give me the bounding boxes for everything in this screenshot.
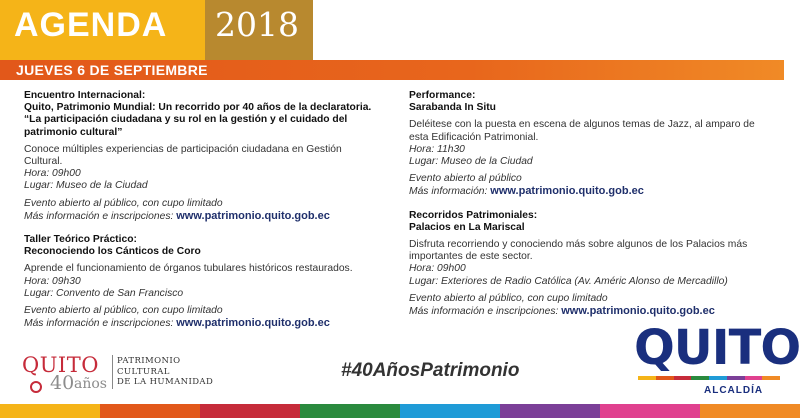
event-info <box>24 317 374 330</box>
color-strip-segment <box>600 404 700 418</box>
patrimonio-line: DE LA HUMANIDAD <box>117 377 214 387</box>
event-place: Lugar: Museo de la Ciudad <box>24 180 148 192</box>
event-description: Conoce múltiples experiencias de participación ciudadana en Gestión Cultural. <box>24 143 342 168</box>
color-strip-segment <box>0 404 100 418</box>
event-access: Evento abierto al público <box>409 173 522 185</box>
left-column <box>24 90 374 341</box>
event-block <box>24 234 374 330</box>
quito40-number: 40 <box>50 372 75 394</box>
event-block <box>409 90 769 199</box>
event-place: Lugar: Museo de la Ciudad <box>409 156 533 168</box>
event-description: Aprende el funcionamiento de órganos tubulares históricos restaurados. <box>24 263 353 275</box>
sun-icon <box>30 381 42 393</box>
event-link[interactable]: www.patrimonio.quito.gob.ec <box>561 305 715 318</box>
header-title: AGENDA <box>14 6 168 44</box>
event-info-label: Más información e inscripciones: <box>24 318 174 330</box>
event-time: Hora: 09h00 <box>24 168 81 180</box>
event-description: Deléitese con la puesta en escena de algunos temas de Jazz, al amparo de esta Edificación Patrimonial. <box>409 119 755 143</box>
logo-stripe-segment <box>691 376 709 380</box>
event-heading: Performance: Sarabanda In Situ <box>409 90 496 114</box>
logo-stripe-segment <box>727 376 745 380</box>
bottom-color-strip <box>0 404 800 418</box>
event-heading: Encuentro Internacional: Quito, Patrimonio Mundial: Un recorrido por 40 años de la declaratoria. “La participación ciudadana y su rol en la gestión y el cuidado del patrimonio cultural” <box>24 90 372 138</box>
event-info <box>409 305 769 318</box>
event-heading: Taller Teórico Práctico: Reconociendo los Cánticos de Coro <box>24 234 201 258</box>
patrimonio-line: PATRIMONIO <box>117 356 181 366</box>
event-info <box>409 185 769 198</box>
event-description: Disfruta recorriendo y conociendo más sobre algunos de los Palacios más importantes de este sector. <box>409 239 748 263</box>
color-strip-segment <box>700 404 800 418</box>
logo-word: QUITO <box>634 320 800 376</box>
right-column <box>409 90 769 329</box>
logo-stripe-segment <box>709 376 727 380</box>
day-band <box>0 60 784 80</box>
color-strip-segment <box>100 404 200 418</box>
logo-stripe-segment <box>674 376 692 380</box>
quito40-word: QUITO <box>22 353 99 377</box>
logo-stripes <box>638 376 780 380</box>
logo-stripe-segment <box>638 376 656 380</box>
event-block <box>409 210 769 319</box>
hashtag: #40AñosPatrimonio <box>341 360 520 381</box>
color-strip-segment <box>400 404 500 418</box>
alcaldia-quito-logo <box>634 320 800 402</box>
event-time: Hora: 09h30 <box>24 275 81 287</box>
quito40-anos: años <box>74 376 107 392</box>
event-info-label: Más información e inscripciones: <box>409 306 559 318</box>
event-link[interactable]: www.patrimonio.quito.gob.ec <box>176 209 330 222</box>
event-time: Hora: 09h00 <box>409 263 466 275</box>
event-access: Evento abierto al público, con cupo limitado <box>409 292 608 304</box>
event-block <box>24 90 374 223</box>
logo-stripe-segment <box>745 376 763 380</box>
patrimonio-line: CULTURAL <box>117 366 170 377</box>
day-label: JUEVES 6 DE SEPTIEMBRE <box>16 62 208 78</box>
event-info-label: Más información e inscripciones: <box>24 210 174 222</box>
event-link[interactable]: www.patrimonio.quito.gob.ec <box>490 185 644 198</box>
event-time: Hora: 11h30 <box>409 143 465 155</box>
event-heading: Recorridos Patrimoniales: Palacios en La Mariscal <box>409 209 538 233</box>
color-strip-segment <box>300 404 400 418</box>
event-info <box>24 210 374 223</box>
header-year: 2018 <box>215 5 299 44</box>
color-strip-segment <box>200 404 300 418</box>
color-strip-segment <box>500 404 600 418</box>
event-place: Lugar: Convento de San Francisco <box>24 287 184 299</box>
logo-stripe-segment <box>762 376 780 380</box>
event-info-label: Más información: <box>409 186 488 198</box>
header <box>0 0 800 62</box>
event-access: Evento abierto al público, con cupo limitado <box>24 305 223 317</box>
event-link[interactable]: www.patrimonio.quito.gob.ec <box>176 317 330 330</box>
logo-stripe-segment <box>656 376 674 380</box>
logo-subtitle: ALCALDÍA <box>704 385 764 396</box>
event-access: Evento abierto al público, con cupo limitado <box>24 197 223 209</box>
patrimonio-text <box>117 356 213 388</box>
logo-divider <box>112 355 113 389</box>
event-place: Lugar: Exteriores de Radio Católica (Av. Améric Alonso de Mercadillo) <box>409 275 728 287</box>
quito-40-anos-logo <box>22 353 112 393</box>
